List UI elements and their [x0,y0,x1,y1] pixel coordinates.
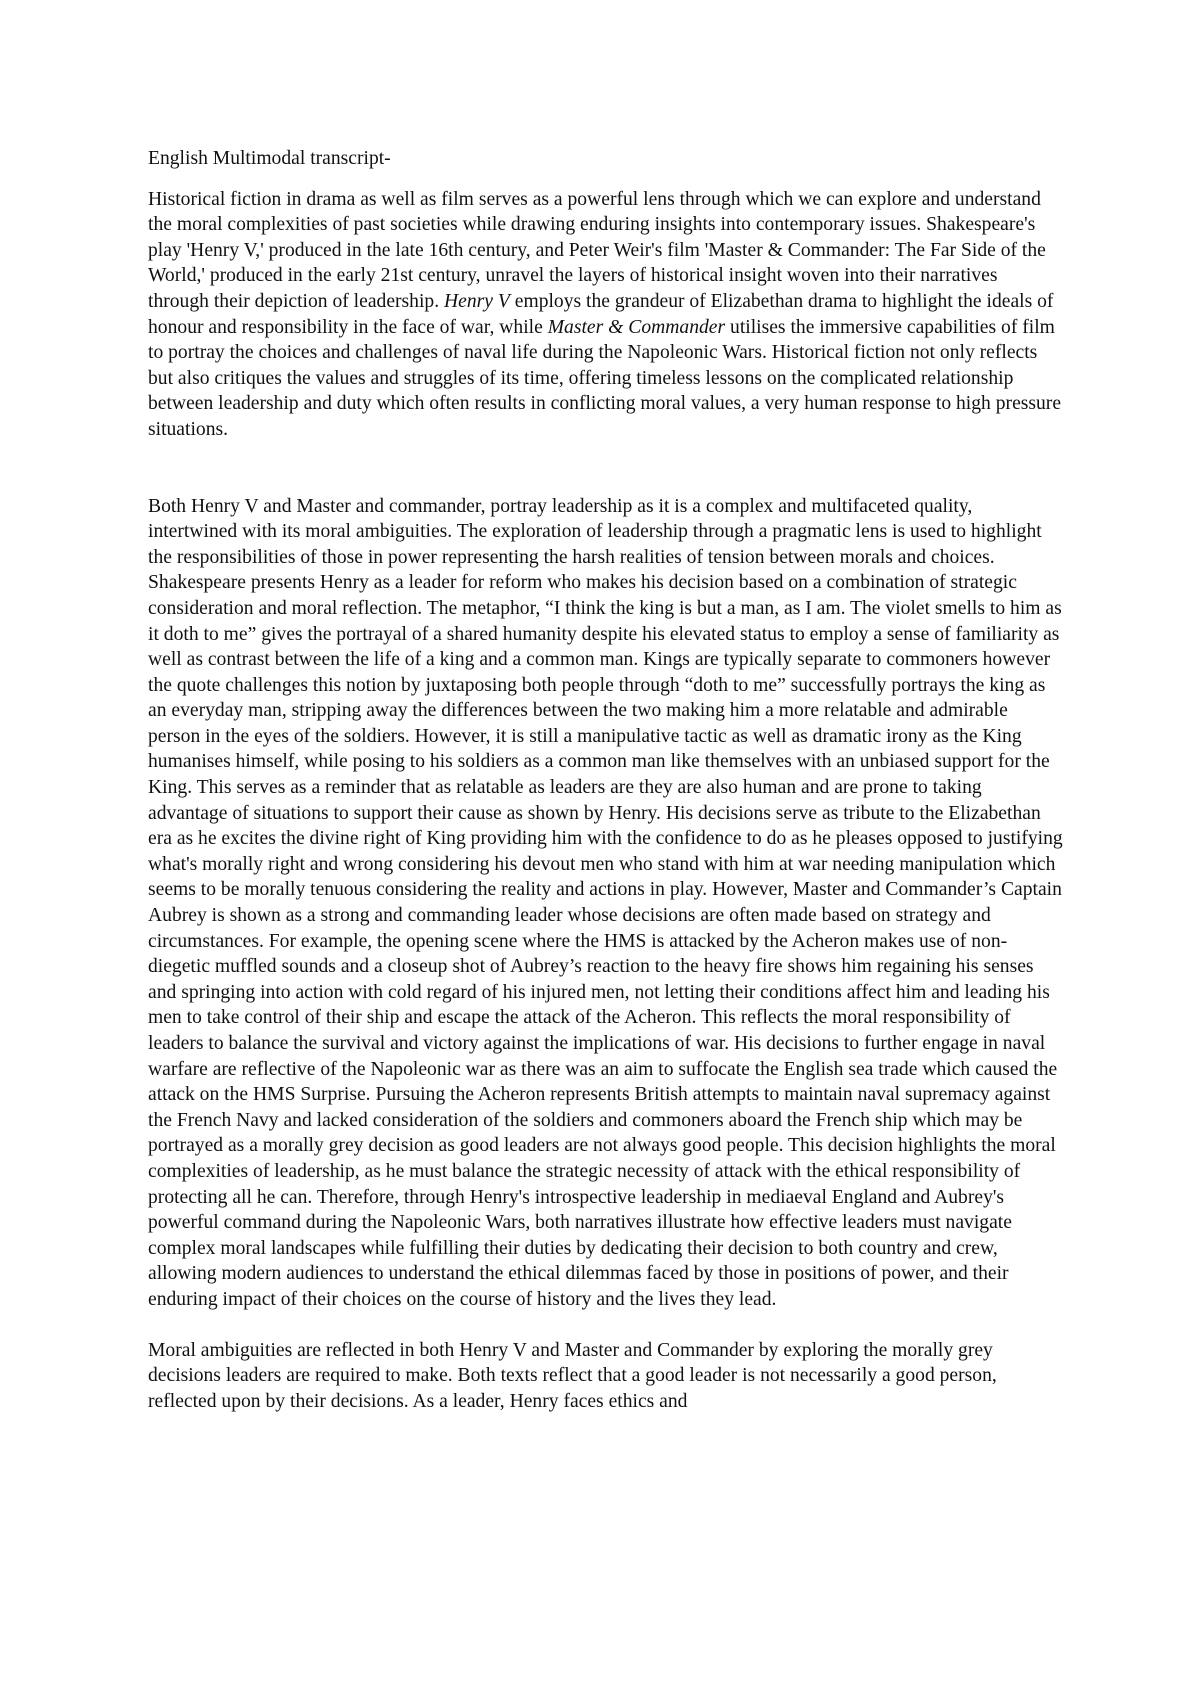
document-page [148,146,1063,1414]
document-title: English Multimodal transcript- [148,148,391,169]
paragraph-leadership: Both Henry V and Master and commander, portray leadership as it is a complex and multifaceted quality, intertwined with its moral ambiguities. The exploration of leadership through a pragmatic lens is used to highlight the responsibilities of those in power representing the harsh realities of tension between morals and choices. Shakespeare presents Henry as a leader for reform who makes his decision based on a combination of strategic consideration and moral reflection. The metaphor, “I think the king is but a man, as I am. The violet smells to him as it doth to me” gives the portrayal of a shared humanity despite his elevated status to employ a sense of familiarity as well as contrast between the life of a king and a common man. Kings are typically separate to commoners however the quote challenges this notion by juxtaposing both people through “doth to me” successfully portrays the king as an everyday man, stripping away the differences between the two making him a more relatable and admirable person in the eyes of the soldiers. However, it is still a manipulative tactic as well as dramatic irony as the King humanises himself, while posing to his soldiers as a common man like themselves with an unbiased support for the King. This serves as a reminder that as relatable as leaders are they are also human and are prone to taking advantage of situations to support their cause as shown by Henry. His decisions serve as tribute to the Elizabethan era as he excites the divine right of King providing him with the confidence to do as he pleases opposed to justifying what's morally right and wrong considering his devout men who stand with him at war needing manipulation which seems to be morally tenuous considering the reality and actions in play. However, Master and Commander’s Captain Aubrey is shown as a strong and commanding leader whose decisions are often made based on strategy and circumstances. For example, the opening scene where the HMS is attacked by the Acheron makes use of non-diegetic muffled sounds and a closeup shot of Aubrey’s reaction to the heavy fire shows him regaining his senses and springing into action with cold regard of his injured men, not letting their conditions affect him and leading his men to take control of their ship and escape the attack of the Acheron. This reflects the moral responsibility of leaders to balance the survival and victory against the implications of war. His decisions to further engage in naval warfare are reflective of the Napoleonic war as there was an aim to suffocate the English sea trade which caused the attack on the HMS Surprise. Pursuing the Acheron represents British attempts to maintain naval supremacy against the French Navy and lacked consideration of the soldiers and commoners aboard the French ship which may be portrayed as a morally grey decision as good leaders are not always good people. This decision highlights the moral complexities of leadership, as he must balance the strategic necessity of attack with the ethical responsibility of protecting all he can. Therefore, through Henry's introspective leadership in mediaeval England and Aubrey's powerful command during the Napoleonic Wars, both narratives illustrate how effective leaders must navigate complex moral landscapes while fulfilling their duties by dedicating their decision to both country and crew, allowing modern audiences to understand the ethical dilemmas faced by those in positions of power, and their enduring impact of their choices on the course of history and the lives they lead. [148,495,1063,1310]
italic-title-henry-v: Henry V [444,290,510,312]
paragraph-text: employs the grandeur of Elizabethan drama to highlight the ideals of honour and responsibility in the face of war, while [148,290,1054,338]
paragraph-moral-ambiguities: Moral ambiguities are reflected in both Henry V and Master and Commander by exploring the morally grey decisions leaders are required to make. Both texts reflect that a good leader is not necessarily a good person, reflected upon by their decisions. As a leader, Henry faces ethics and [148,1339,997,1412]
italic-title-master-commander: Master & Commander [547,316,726,338]
paragraph-text: Historical fiction in drama as well as film serves as a powerful lens through which we can explore and understand the moral complexities of past societies while drawing enduring insights into contemporary issues. Shakespeare's play 'Henry V,' produced in the late 16th century, and Peter Weir's film 'Master & Commander: The Far Side of the World,' produced in the early 21st century, unravel the layers of historical insight woven into their narratives through their depiction of leadership. [148,188,1046,312]
paragraph-introduction [148,187,1063,443]
paragraph-text: utilises the immersive capabilities of film to portray the choices and challenges of naval life during the Napoleonic Wars. Historical fiction not only reflects but also critiques the values and struggles of its time, offering timeless lessons on the complicated relationship between leadership and duty which often results in conflicting moral values, a very human response to high pressure situations. [148,316,1062,440]
